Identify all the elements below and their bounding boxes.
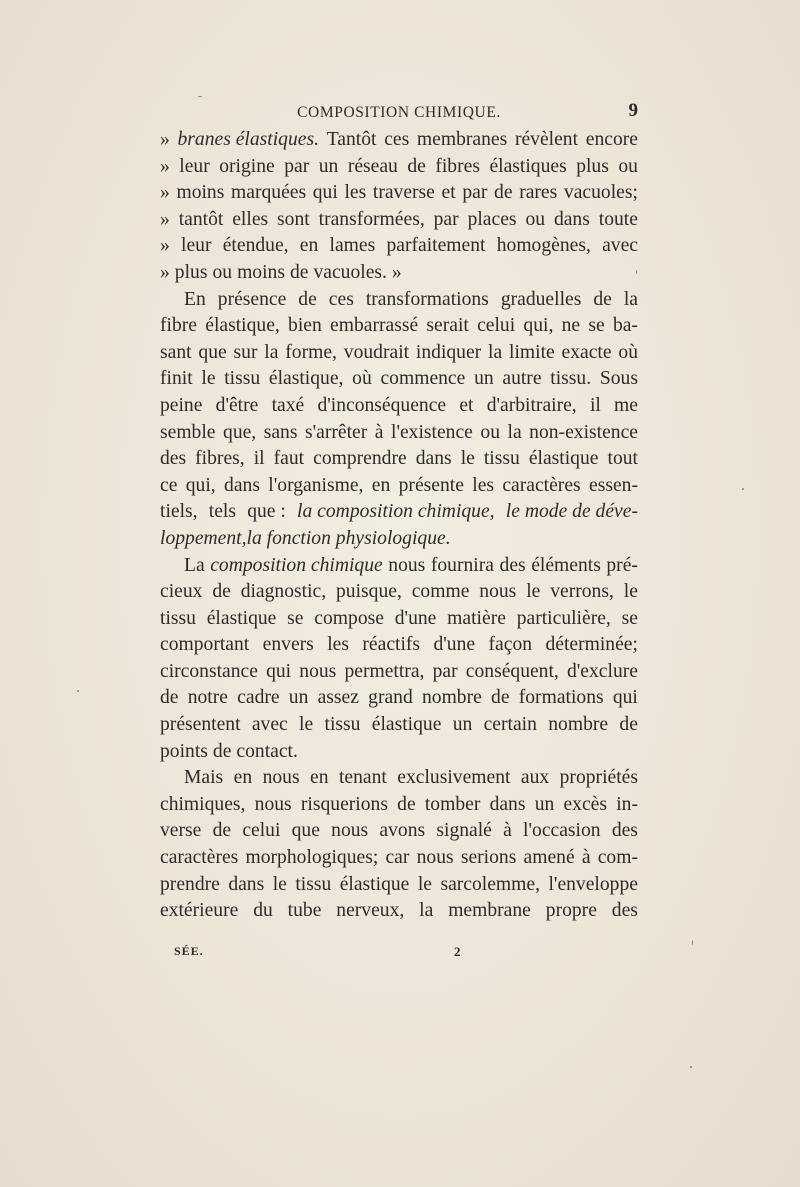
text-line: semble que, sans s'arrêter à l'existence ou la non-existence [160,421,638,443]
text-line: » branes élastiques. Tantôt ces membranes révèlent encore [160,129,638,150]
running-head [160,100,638,126]
text-line: sant que sur la forme, voudrait indiquer la limite exacte où [160,341,638,363]
text-line: cieux de diagnostic, puisque, comme nous le verrons, le [160,581,638,603]
text-line: » leur origine par un réseau de fibres élastiques plus ou [160,155,638,177]
text-line: points de contact. [160,740,298,762]
paper-speck [690,1066,692,1068]
text-line: des fibres, il faut comprendre dans le tissu élastique tout [160,448,638,470]
text-line: extérieure du tube nerveux, la membrane propre des [160,900,638,922]
text-line: loppement, la fonction physiologique. [160,527,451,549]
text-line: fibre élastique, bien embarrassé serait celui qui, ne se ba- [160,315,638,337]
text-line: » plus ou moins de vacuoles. » [160,261,402,283]
paper-speck [198,96,202,97]
sheet-number: 2 [454,944,461,959]
text-line: circonstance qui nous permettra, par conséquent, d'exclure [160,660,638,682]
text-line: » tantôt elles sont transformées, par places ou dans toute [160,208,638,230]
paper-speck [692,940,693,945]
text-line: La composition chimique nous fournira des éléments pré- [184,554,638,576]
page-footer [160,944,638,966]
text-line: » moins marquées qui les traverse et par de rares vacuoles; [160,182,638,204]
text-line: de notre cadre un assez grand nombre de formations qui [160,687,638,709]
paper-speck [636,270,637,274]
text-line: peine d'être taxé d'inconséquence et d'arbitraire, il me [160,394,638,416]
text-line: tissu élastique se compose d'une matière particulière, se [160,607,638,629]
text-line: En présence de ces transformations graduelles de la [184,288,638,310]
text-line: ce qui, dans l'organisme, en présente les caractères essen- [160,474,638,496]
paper-speck [742,488,744,490]
text-line: Mais en nous en tenant exclusivement aux propriétés [184,767,638,789]
text-line: présentent avec le tissu élastique un certain nombre de [160,714,638,736]
signature-mark: SÉE. [174,944,204,958]
page-number: 9 [628,100,638,121]
text-line: comportant envers les réactifs d'une façon déterminée; [160,634,638,656]
text-line: caractères morphologiques; car nous serions amené à com- [160,847,638,869]
text-line: finit le tissu élastique, où commence un autre tissu. Sous [160,368,638,390]
text-line: » leur étendue, en lames parfaitement homogènes, avec [160,235,638,257]
running-title: COMPOSITION CHIMIQUE. [297,104,501,121]
text-line: prendre dans le tissu élastique le sarcolemme, l'enveloppe [160,873,638,895]
body-text [160,127,638,925]
text-line: chimiques, nous risquerions de tomber dans un excès in- [160,793,638,815]
text-line: verse de celui que nous avons signalé à l'occasion des [160,820,638,842]
paper-speck [77,690,79,692]
text-line: tiels, tels que : la composition chimique, le mode de déve- [160,501,638,523]
